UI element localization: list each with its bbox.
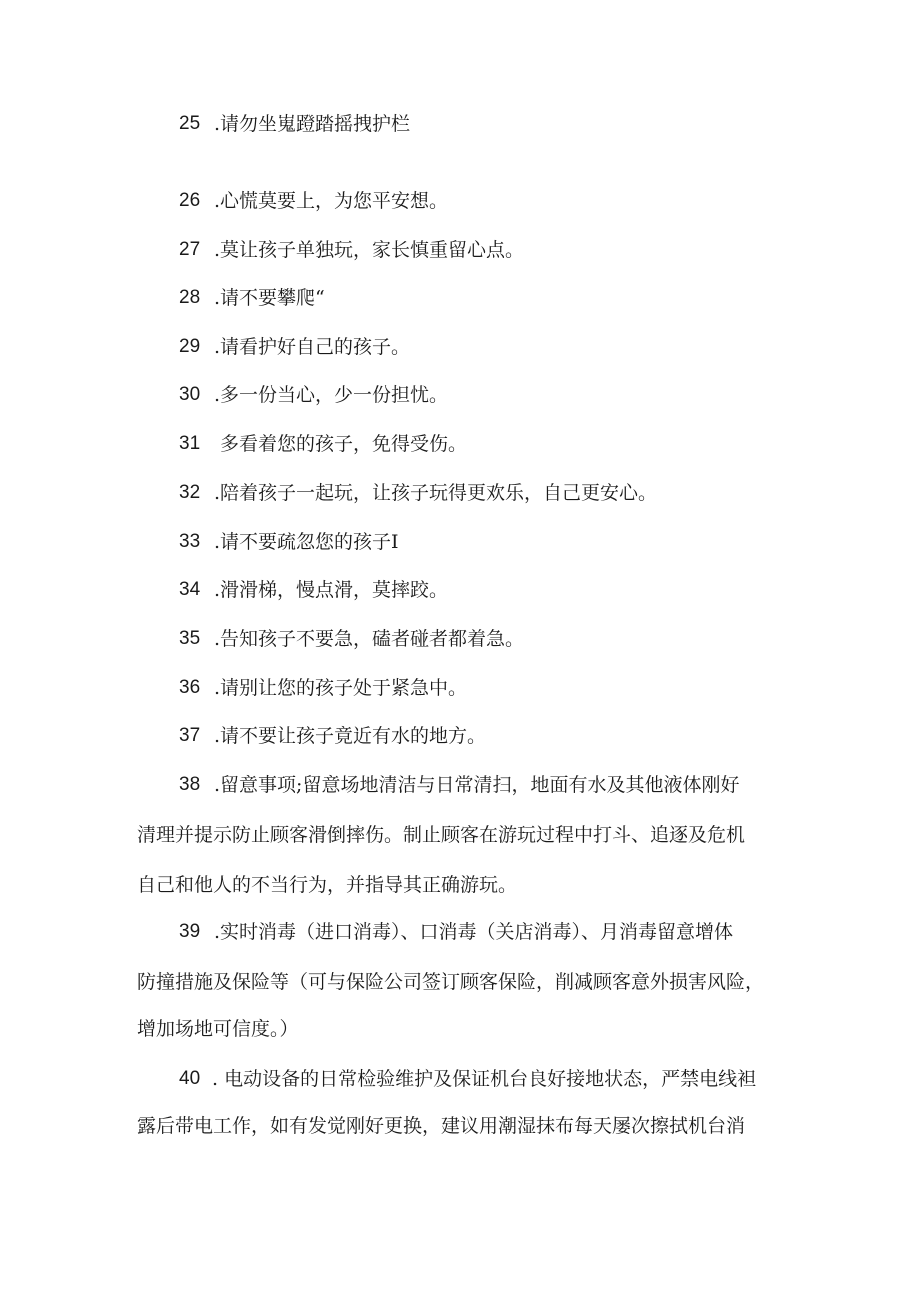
item-number: 25: [179, 113, 201, 134]
item-number: 27: [179, 239, 201, 260]
item-number: 32: [179, 482, 201, 503]
item-text: . 电动设备的日常检验维护及保证机台良好接地状态，严禁电线袒: [212, 1068, 757, 1090]
item-text: .留意事项;留意场地清洁与日常清扫，地面有水及其他液体刚好: [214, 774, 740, 796]
item-number: 37: [179, 725, 201, 746]
item-number: 34: [179, 579, 201, 600]
item-number: 35: [179, 628, 201, 649]
item-text: 多看着您的孩子，免得受伤。: [220, 433, 468, 455]
item-text: .莫让孩子单独玩，家长慎重留心点。: [214, 239, 525, 261]
item-text: .请不要疏忽您的孩子I: [214, 531, 399, 553]
item-number: 29: [179, 336, 201, 357]
item-text-continuation: 防撞措施及保险等（可与保险公司签订顾客保险，削减顾客意外损害风险，: [137, 971, 765, 993]
item-text: .滑滑梯，慢点滑，莫摔跤。: [214, 579, 449, 601]
item-number: 31: [179, 433, 201, 454]
item-number: 40: [179, 1068, 201, 1089]
item-text: .请勿坐嵬蹬踏摇拽护栏: [214, 113, 411, 135]
item-text: .请不要攀爬“: [214, 287, 325, 309]
item-text: .陪着孩子一起玩，让孩子玩得更欢乐，自己更安心。: [214, 482, 658, 504]
item-text: .告知孩子不要急，磕者碰者都着急。: [214, 628, 525, 650]
item-text: .请不要让孩子竟近有水的地方。: [214, 725, 487, 747]
item-number: 38: [179, 774, 201, 795]
item-number: 30: [179, 384, 201, 405]
item-text-continuation: 自己和他人的不当行为，并指导其正确游玩。: [137, 874, 518, 896]
item-number: 36: [179, 677, 201, 698]
item-number: 39: [179, 921, 201, 942]
item-number: 28: [179, 287, 201, 308]
item-text: .实时消毒（进口消毒）、口消毒（关店消毒）、月消毒留意增体: [214, 921, 734, 943]
item-number: 33: [179, 531, 201, 552]
item-text-continuation: 增加场地可信度。）: [137, 1018, 299, 1040]
item-number: 26: [179, 190, 201, 211]
item-text: .请别让您的孩子处于紧急中。: [214, 677, 468, 699]
item-text: .心慌莫要上，为您平安想。: [214, 190, 449, 212]
item-text-continuation: 露后带电工作，如有发觉刚好更换，建议用潮湿抹布每天屡次擦拭机台消: [137, 1115, 746, 1137]
item-text: .请看护好自己的孩子。: [214, 336, 411, 358]
item-text: .多一份当心，少一份担忧。: [214, 384, 449, 406]
item-text-continuation: 清理并提示防止顾客滑倒摔伤。制止顾客在游玩过程中打斗、追逐及危机: [137, 824, 746, 846]
